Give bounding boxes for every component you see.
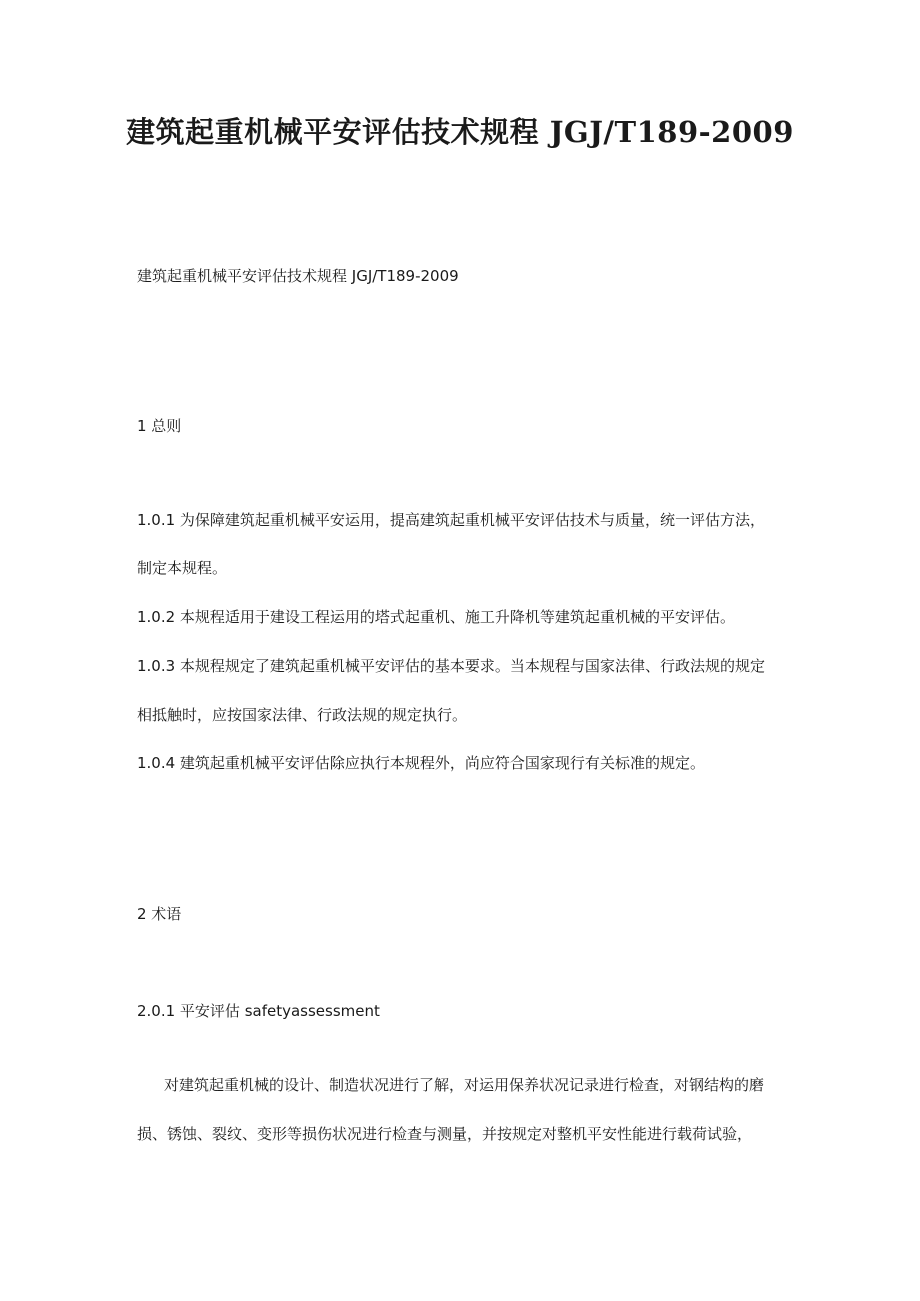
clause-1-0-1-line1: 1.0.1 为保障建筑起重机械平安运用，提高建筑起重机械平安评估技术与质量，统一评估方法， [137, 511, 765, 529]
term-2-0-1-definition-line2: 损、锈蚀、裂纹、变形等损伤状况进行检查与测量，并按规定对整机平安性能进行载荷试验， [137, 1125, 753, 1143]
section-heading-terms: 2 术语 [137, 905, 182, 923]
document-subtitle: 建筑起重机械平安评估技术规程 JGJ/T189-2009 [137, 267, 459, 285]
term-2-0-1: 2.0.1 平安评估 safetyassessment [137, 1002, 380, 1020]
clause-1-0-3-line2: 相抵触时，应按国家法律、行政法规的规定执行。 [137, 706, 468, 724]
clause-1-0-1-line2: 制定本规程。 [137, 559, 228, 577]
clause-1-0-4: 1.0.4 建筑起重机械平安评估除应执行本规程外，尚应符合国家现行有关标准的规定。 [137, 754, 705, 772]
term-2-0-1-definition-line1: 对建筑起重机械的设计、制造状况进行了解，对运用保养状况记录进行检查，对钢结构的磨 [164, 1076, 765, 1094]
document-title: 建筑起重机械平安评估技术规程 JGJ/T189-2009 [126, 115, 794, 149]
clause-1-0-2: 1.0.2 本规程适用于建设工程运用的塔式起重机、施工升降机等建筑起重机械的平安评估。 [137, 608, 735, 626]
clause-1-0-3-line1: 1.0.3 本规程规定了建筑起重机械平安评估的基本要求。当本规程与国家法律、行政法规的规定 [137, 657, 765, 675]
section-heading-general: 1 总则 [137, 417, 182, 435]
